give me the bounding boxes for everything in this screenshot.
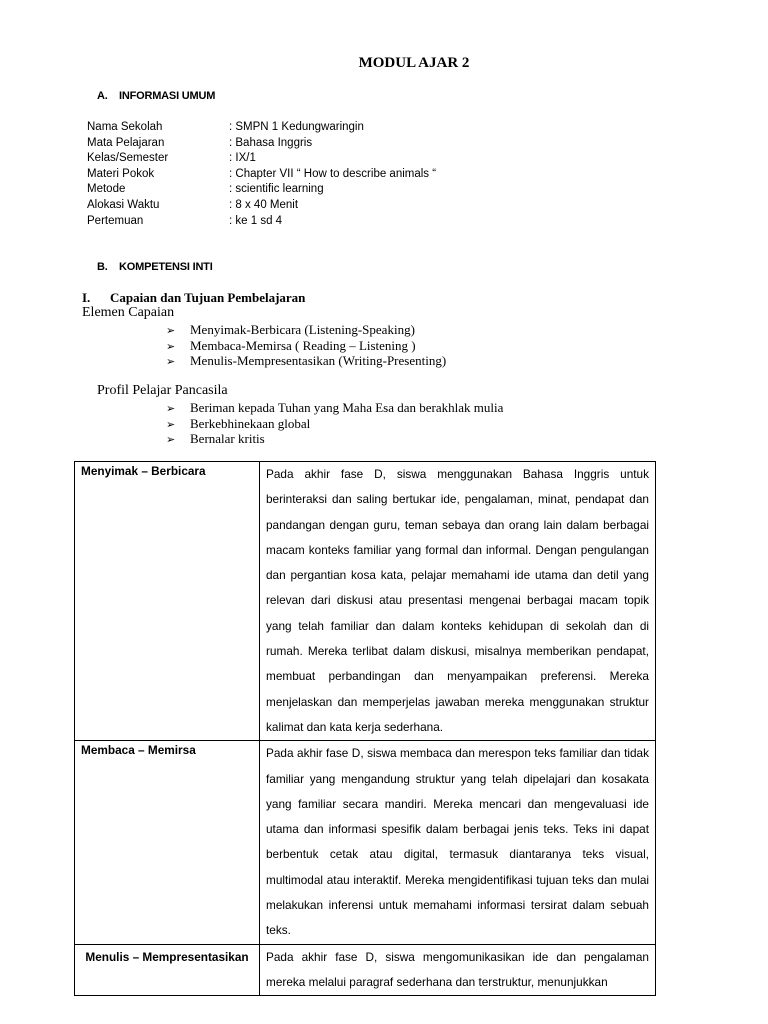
table-row-label: Menyimak – Berbicara [75, 462, 260, 741]
section-b-heading [97, 261, 213, 273]
table-row-label: Menulis – Mempresentasikan [75, 944, 260, 996]
info-value: : Bahasa Inggris [229, 136, 313, 149]
document-title: MODUL AJAR 2 [358, 55, 470, 71]
info-label: Kelas/Semester [87, 152, 169, 165]
info-value: : ke 1 sd 4 [229, 214, 283, 227]
info-value: : Chapter VII “ How to describe animals “ [229, 167, 437, 180]
table-row-label: Membaca – Memirsa [75, 741, 260, 944]
list-item-text: Berkebhinekaan global [190, 415, 311, 431]
table-row-text: Pada akhir fase D, siswa mengomunikasikan ide dan pengalaman mereka melalui paragraf sederhana dan terstruktur, menunjukkan [260, 944, 656, 996]
profil-pelajar-label: Profil Pelajar Pancasila [97, 383, 228, 398]
arrow-bullet-icon: ➢ [166, 434, 176, 446]
arrow-bullet-icon: ➢ [166, 418, 176, 431]
info-label: Nama Sekolah [87, 121, 163, 133]
list-item [166, 416, 503, 432]
list-item-text: Membaca-Memirsa ( Reading – Listening ) [190, 337, 416, 353]
list-item [166, 338, 446, 354]
info-value: : 8 x 40 Menit [229, 198, 299, 211]
capaian-title: Capaian dan Tujuan Pembelajaran [110, 290, 306, 305]
arrow-bullet-icon: ➢ [166, 403, 176, 415]
info-value: : IX/1 [229, 152, 256, 165]
info-label: Materi Pokok [87, 167, 155, 180]
info-label: Mata Pelajaran [87, 136, 165, 149]
info-value: : SMPN 1 Kedungwaringin [229, 121, 364, 133]
list-item [166, 400, 503, 416]
arrow-bullet-icon: ➢ [166, 340, 176, 353]
list-item [166, 353, 446, 369]
capaian-table [74, 461, 656, 996]
section-a-label: INFORMASI UMUM [119, 90, 216, 102]
list-item-text: Menulis-Mempresentasikan (Writing-Presenting) [190, 353, 447, 368]
list-item [166, 322, 446, 338]
list-item-text: Beriman kepada Tuhan yang Maha Esa dan berakhlak mulia [190, 400, 504, 415]
info-label: Pertemuan [87, 214, 144, 227]
arrow-bullet-icon: ➢ [166, 325, 176, 337]
table-row-text: Pada akhir fase D, siswa membaca dan merespon teks familiar dan tidak familiar yang mengandung struktur yang telah dipelajari dan kosakata yang familiar secara mandiri. Mereka mencari dan mengevaluasi ide utama dan informasi spesifik dalam berbagai jenis teks. Teks ini dapat berbentuk cetak atau digital, termasuk diantaranya teks visual, multimodal atau interaktif. Mereka mengidentifikasi tujuan teks dan mulai melakukan inferensi untuk memahami informasi tersirat dalam sebuah teks. [260, 741, 656, 944]
section-a-letter: A. [97, 90, 108, 102]
info-label: Alokasi Waktu [87, 198, 160, 211]
profil-pelajar-list [166, 400, 503, 447]
list-item-text: Bernalar kritis [190, 431, 265, 446]
table-row [75, 462, 656, 741]
table-row-text: Pada akhir fase D, siswa menggunakan Bahasa Inggris untuk berinteraksi dan saling bertukar ide, pengalaman, minat, pendapat dan pandangan dengan guru, teman sebaya dan orang lain dalam berbagai macam konteks familiar yang formal dan informal. Dengan pengulangan dan pergantian kosa kata, pelajar memahami ide utama dan detil yang relevan dari diskusi atau presentasi mengenai berbagai macam topik yang telah familiar dan dalam konteks kehidupan di sekolah dan di rumah. Mereka terlibat dalam diskusi, misalnya memberikan pendapat, membuat perbandingan dan menyampaikan preferensi. Mereka menjelaskan dan memperjelas jawaban mereka menggunakan struktur kalimat dan kata kerja sederhana. [260, 462, 656, 741]
elemen-capaian-label: Elemen Capaian [82, 305, 175, 320]
capaian-heading [82, 290, 305, 306]
capaian-number: I. [82, 290, 91, 305]
list-item [166, 431, 503, 447]
info-label: Metode [87, 183, 126, 196]
section-b-label: KOMPETENSI INTI [119, 261, 213, 273]
elemen-capaian-list [166, 322, 446, 369]
section-b-letter: B. [97, 261, 108, 273]
section-a-heading [97, 90, 215, 102]
list-item-text: Menyimak-Berbicara (Listening-Speaking) [190, 322, 415, 337]
table-row [75, 944, 656, 996]
table-row [75, 741, 656, 944]
info-value: : scientific learning [229, 183, 324, 196]
arrow-bullet-icon: ➢ [166, 356, 176, 368]
